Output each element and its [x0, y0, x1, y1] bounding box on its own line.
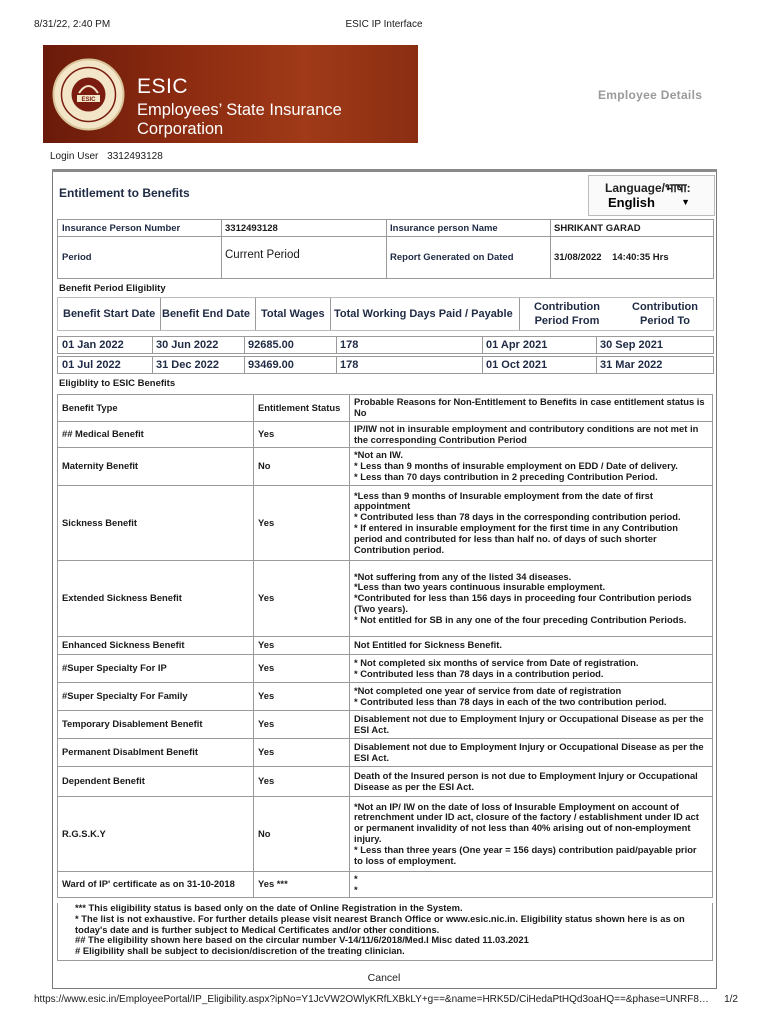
- name-label: Insurance person Name: [386, 219, 551, 237]
- login-value: 3312493128: [107, 151, 163, 162]
- eh-status: Entitlement Status: [254, 395, 350, 421]
- benefit-period-row: [57, 356, 714, 374]
- bp-header-end: Benefit End Date: [162, 308, 251, 320]
- table-row: [57, 683, 713, 711]
- reason-text: * Not completed six months of service from Date of registration. * Contributed less than 78 days in a contribution period.: [354, 656, 639, 679]
- reason-text: Death of the Insured person is not due to Employment Injury or Occupational Disease as per the ESI Act.: [354, 769, 698, 792]
- bp-header-from: Contribution Period From: [534, 301, 600, 327]
- bp-start: 01 Jul 2022: [62, 359, 121, 371]
- table-row: [57, 872, 713, 898]
- ipn-value: 3312493128: [221, 219, 387, 237]
- footnote: # Eligibility shall be subject to decision/discretion of the treating clinician.: [75, 945, 405, 957]
- reason-cell: [350, 422, 713, 447]
- bp-from: 01 Apr 2021: [486, 339, 548, 351]
- reason-text: * *: [354, 872, 358, 895]
- benefit-type: Temporary Disablement Benefit: [57, 711, 254, 738]
- banner-full-name: Employees’ State Insurance Corporation: [137, 101, 342, 138]
- print-datetime: 8/31/22, 2:40 PM: [34, 19, 111, 30]
- benefit-type: #Super Specialty For Family: [57, 683, 254, 710]
- benefit-period-title: Benefit Period Eligiblity: [59, 283, 166, 294]
- eligibility-title: Eligiblity to ESIC Benefits: [59, 378, 176, 389]
- footnote: ## The eligibility shown here based on the circular number V-14/11/6/2018/Med.I Misc dated 11.03.2021: [75, 934, 529, 946]
- report-label: Report Generated on Dated: [386, 236, 551, 279]
- benefit-type: #Super Specialty For IP: [57, 655, 254, 682]
- esic-emblem-icon: [51, 57, 126, 132]
- login-user: [50, 151, 163, 162]
- benefit-period-row: [57, 336, 714, 354]
- bp-header-start: Benefit Start Date: [63, 308, 156, 320]
- bp-days: 178: [340, 339, 359, 351]
- panel-title: Entitlement to Benefits: [59, 186, 190, 200]
- print-footer: [0, 994, 768, 1008]
- login-label: Login User: [50, 151, 99, 162]
- language-select[interactable]: [608, 193, 690, 211]
- benefit-type: Permanent Disablment Benefit: [57, 739, 254, 766]
- reason-cell: [350, 797, 713, 871]
- bp-header-days: Total Working Days Paid / Payable: [334, 308, 513, 320]
- reason-cell: [350, 486, 713, 560]
- bp-end: 31 Dec 2022: [156, 359, 219, 371]
- entitlement-status: Yes: [254, 683, 350, 710]
- reason-cell: [350, 683, 713, 710]
- period-value: Current Period: [221, 236, 387, 279]
- table-row: [57, 637, 713, 655]
- esic-banner: [43, 45, 418, 143]
- benefit-type: Enhanced Sickness Benefit: [57, 637, 254, 654]
- benefit-type: ## Medical Benefit: [57, 422, 254, 447]
- eh-type: Benefit Type: [57, 395, 254, 421]
- entitlement-status: Yes: [254, 711, 350, 738]
- print-header: [0, 19, 768, 33]
- bp-start: 01 Jan 2022: [62, 339, 124, 351]
- benefit-type: Sickness Benefit: [57, 486, 254, 560]
- reason-text: Disablement not due to Employment Injury or Occupational Disease as per the ESI Act.: [354, 712, 704, 735]
- eligibility-header-row: [57, 394, 713, 422]
- svg-text:ESIC: ESIC: [81, 97, 96, 103]
- entitlement-status: Yes: [254, 561, 350, 636]
- ipn-label: Insurance Person Number: [57, 219, 222, 237]
- reason-text: *Not an IP/ IW on the date of loss of Insurable Employment on account of retrenchment under ID act, closure of the factory / establishment under ID act or permanent invalidity of not less than 40% arising out of non-employment injury. * Less than three years (One year = 156 days) contribution paid/payable prior to loss of employment.: [354, 800, 699, 866]
- entitlement-status: No: [254, 797, 350, 871]
- entitlement-status: Yes: [254, 739, 350, 766]
- table-row: [57, 422, 713, 448]
- print-title: ESIC IP Interface: [345, 19, 423, 30]
- bp-wages: 93469.00: [248, 359, 294, 371]
- eh-reason: Probable Reasons for Non-Entitlement to Benefits in case entitlement status is No: [350, 395, 713, 421]
- entitlement-status: Yes: [254, 486, 350, 560]
- reason-cell: [350, 767, 713, 796]
- reason-cell: [350, 711, 713, 738]
- entitlement-status: Yes: [254, 637, 350, 654]
- table-row: [57, 486, 713, 561]
- bp-to: 30 Sep 2021: [600, 339, 663, 351]
- print-page: 1/2: [724, 994, 738, 1005]
- bp-end: 30 Jun 2022: [156, 339, 219, 351]
- reason-text: *Not completed one year of service from date of registration * Contributed less than 78 days in each of the two contribution period.: [354, 684, 667, 707]
- table-row: [57, 711, 713, 739]
- reason-cell: [350, 655, 713, 682]
- employee-details-heading: Employee Details: [598, 88, 703, 102]
- reason-text: *Not an IW. * Less than 9 months of insurable employment on EDD / Date of delivery. * Less than 70 days contribution in 2 preceding Contribution Period.: [354, 449, 678, 482]
- benefit-type: Dependent Benefit: [57, 767, 254, 796]
- language-label: Language/भाषा:: [605, 181, 691, 195]
- reason-text: Not Entitled for Sickness Benefit.: [354, 639, 502, 651]
- cancel-button[interactable]: Cancel: [367, 972, 401, 984]
- entitlement-status: Yes: [254, 422, 350, 447]
- entitlement-status: No: [254, 448, 350, 485]
- banner-acronym: ESIC: [137, 75, 189, 98]
- table-row: [57, 739, 713, 767]
- table-row: [57, 767, 713, 797]
- bp-header-to: Contribution Period To: [632, 301, 698, 327]
- entitlement-status: Yes ***: [254, 872, 350, 897]
- benefit-type: Extended Sickness Benefit: [57, 561, 254, 636]
- table-row: [57, 561, 713, 637]
- entitlement-status: Yes: [254, 655, 350, 682]
- footnotes: [57, 903, 713, 961]
- footnote: *** This eligibility status is based only on the date of Online Registration in the System.: [75, 902, 463, 913]
- reason-text: Disablement not due to Employment Injury or Occupational Disease as per the ESI Act.: [354, 740, 704, 763]
- reason-cell: [350, 561, 713, 636]
- bp-to: 31 Mar 2022: [600, 359, 663, 371]
- benefit-type: R.G.S.K.Y: [57, 797, 254, 871]
- bp-wages: 92685.00: [248, 339, 294, 351]
- reason-cell: [350, 448, 713, 485]
- reason-text: *Not suffering from any of the listed 34 diseases. *Less than two years continuous insurable employment. *Contributed for less than 156 days in proceeding four Contribution periods (Two years). * Not entitled for SB in any one of the four preceding Contribution Periods.: [354, 570, 692, 625]
- name-value: SHRIKANT GARAD: [550, 219, 714, 237]
- reason-cell: [350, 739, 713, 766]
- reason-text: *Less than 9 months of Insurable employment from the date of first appointment * Contributed less than 78 days in the corresponding contribution period. * If entered in insurable employment for the first time in any Contribution period and contributed for less than half no. of days of such shorter Contribution period.: [354, 489, 681, 555]
- table-row: [57, 655, 713, 683]
- footnote: * The list is not exhaustive. For further details please visit nearest Branch Office or www.esic.nic.in. Eligibility status shown here is as on today's date and is further subject to Medical Certificates and/or other conditions.: [75, 912, 685, 935]
- reason-cell: [350, 872, 713, 897]
- reason-text: IP/IW not in insurable employment and contributory conditions are not met in the corresponding Contribution Period: [354, 422, 699, 445]
- report-date: 31/08/2022: [554, 252, 602, 263]
- print-url: https://www.esic.in/EmployeePortal/IP_Eligibility.aspx?ipNo=Y1JcVW2OWlyKRfLXBkLY+g==&name=HRK5D/CiHedaPtHQd3oaHQ==&phase=UNRF8…: [34, 994, 709, 1005]
- benefit-type: Ward of IP' certificate as on 31-10-2018: [57, 872, 254, 897]
- bp-header-wages: Total Wages: [261, 308, 325, 320]
- language-selected: English: [608, 194, 655, 210]
- entitlement-status: Yes: [254, 767, 350, 796]
- report-time: 14:40:35 Hrs: [612, 252, 669, 263]
- table-row: [57, 448, 713, 486]
- period-label: Period: [57, 236, 222, 279]
- bp-days: 178: [340, 359, 359, 371]
- bp-from: 01 Oct 2021: [486, 359, 548, 371]
- benefit-type: Maternity Benefit: [57, 448, 254, 485]
- table-row: [57, 797, 713, 872]
- reason-cell: [350, 637, 713, 654]
- chevron-down-icon: ▼: [681, 197, 690, 207]
- report-datetime: [550, 236, 714, 279]
- panel-top-border: [52, 169, 717, 172]
